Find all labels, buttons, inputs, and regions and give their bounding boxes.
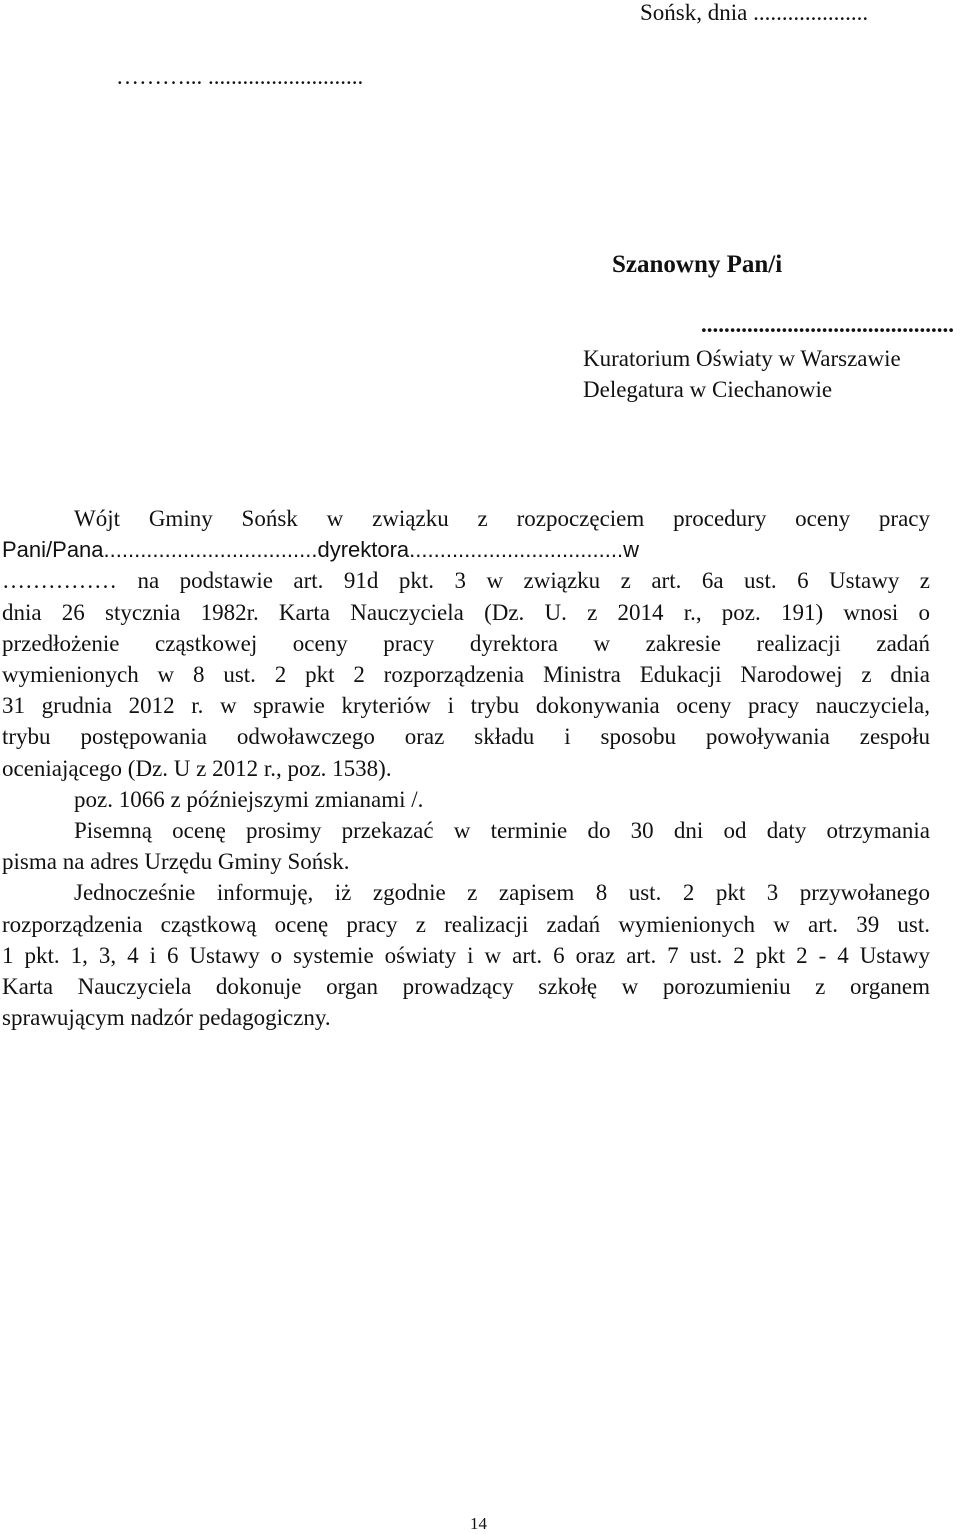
recipient-institution: Kuratorium Oświaty w Warszawie	[583, 346, 901, 371]
body-line: sprawującym nadzór pedagogiczny.	[2, 1005, 331, 1031]
body-line: Wójt Gminy Sońsk w związku z rozpoczęciem procedury oceny pracy	[74, 506, 930, 531]
page-number: 14	[470, 1514, 487, 1533]
body-line: oceniającego (Dz. U z 2012 r., poz. 1538).	[2, 755, 392, 781]
body-line: Karta Nauczyciela dokonuje organ prowadzący szkołę w porozumieniu z organem	[2, 974, 930, 1000]
recipient-delegation: Delegatura w Ciechanowie	[583, 377, 833, 402]
body-line: 31 grudnia 2012 r. w sprawie kryteriów i trybu dokonywania oceny pracy nauczyciela,	[2, 693, 930, 719]
body-line: trybu postępowania odwoławczego oraz składu i sposobu powoływania zespołu	[2, 724, 930, 750]
body-line: dnia 26 stycznia 1982r. Karta Nauczyciela (Dz. U. z 2014 r., poz. 191) wnosi o	[2, 599, 930, 625]
body-line: wymienionych w 8 ust. 2 pkt 2 rozporządzenia Ministra Edukacji Narodowej z dnia	[2, 662, 930, 688]
body-line: …………… na podstawie art. 91d pkt. 3 w związku z art. 6a ust. 6 Ustawy z	[2, 568, 930, 594]
body-line: pisma na adres Urzędu Gminy Sońsk.	[2, 849, 350, 875]
date-line: Sońsk, dnia ....................	[640, 0, 869, 25]
recipient-name-placeholder: ............................................	[701, 312, 954, 337]
body-line: 1 pkt. 1, 3, 4 i 6 Ustawy o systemie oświaty i w art. 6 oraz art. 7 ust. 2 pkt 2 - 4 Ustawy	[2, 942, 930, 968]
body-line: Jednocześnie informuję, iż zgodnie z zapisem 8 ust. 2 pkt 3 przywołanego	[74, 880, 930, 906]
body-line: Pani/Pana...................................dyrektora...................................w	[2, 537, 639, 563]
body-line: Pisemną ocenę prosimy przekazać w terminie do 30 dni od daty otrzymania	[74, 818, 930, 844]
letter-body	[2, 503, 930, 1033]
signature-line: ………... ...........................	[116, 64, 364, 89]
body-line: przedłożenie cząstkowej oceny pracy dyrektora w zakresie realizacji zadań	[2, 630, 930, 656]
body-line: poz. 1066 z późniejszymi zmianami /.	[74, 786, 424, 812]
body-line: rozporządzenia cząstkową ocenę pracy z realizacji zadań wymienionych w art. 39 ust.	[2, 911, 930, 937]
salutation: Szanowny Pan/i	[612, 251, 783, 278]
